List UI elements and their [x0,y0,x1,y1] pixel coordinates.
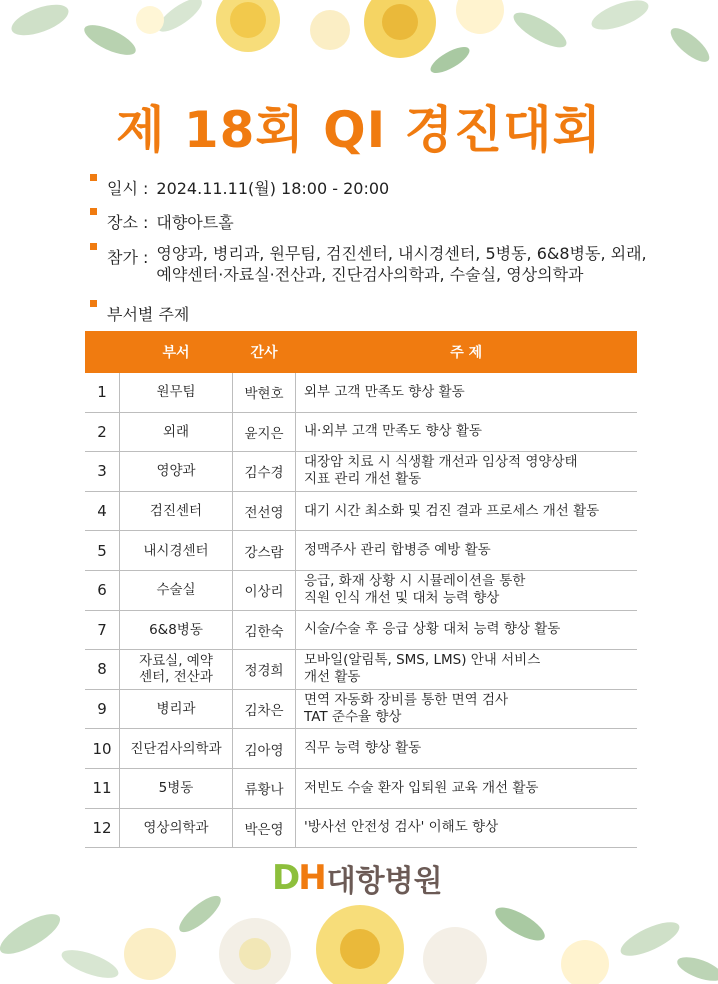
table-row [85,531,637,571]
topic-cell: 외부 고객 만족도 향상 활동 [296,373,638,412]
lead-cell: 강스람 [233,531,296,571]
lead-cell: 윤지은 [233,412,296,452]
bullet-icon [90,208,97,215]
section-row [90,302,189,325]
department-cell: 진단검사의학과 [120,729,233,769]
place-label: 장소 : [107,213,149,232]
row-number: 1 [85,373,120,412]
department-cell: 원무팀 [120,373,233,412]
table-row [85,808,637,848]
logo-name: 대항병원 [326,864,443,899]
header-number [85,331,120,373]
bullet-icon [90,174,97,181]
topic-cell: 직무 능력 향상 활동 [296,729,638,769]
topic-cell: 모바일(알림톡, SMS, LMS) 안내 서비스 개선 활동 [296,650,638,690]
topic-cell: 시술/수술 후 응급 상황 대처 능력 향상 활동 [296,610,638,650]
page-title: 제 18회 QI 경진대회 [116,101,602,159]
row-number: 8 [85,650,120,690]
department-cell: 외래 [120,412,233,452]
participants-label: 참가 : [107,248,149,267]
row-number: 12 [85,808,120,848]
lead-cell: 류황나 [233,768,296,808]
section-label: 부서별 주제 [107,305,190,324]
row-number: 3 [85,452,120,492]
logo-mark: DH [272,858,325,898]
department-cell: 자료실, 예약 센터, 전산과 [120,650,233,690]
topic-cell: 면역 자동화 장비를 통한 면역 검사 TAT 준수율 향상 [296,689,638,729]
header-department: 부서 [120,331,233,373]
table-row [85,650,637,690]
lead-cell: 김수경 [233,452,296,492]
participants-line-1: 영양과, 병리과, 원무팀, 검진센터, 내시경센터, 5병동, 6&8병동, 외래, [156,244,647,263]
place-row [90,210,234,233]
lead-cell: 김아영 [233,729,296,769]
table-row [85,570,637,610]
topic-cell: 정맥주사 관리 합병증 예방 활동 [296,531,638,571]
participants-row [90,245,647,285]
department-cell: 검진센터 [120,491,233,531]
topic-cell: 내·외부 고객 만족도 향상 활동 [296,412,638,452]
department-cell: 영양과 [120,452,233,492]
department-topics-table [85,331,637,848]
lead-cell: 전선영 [233,491,296,531]
table-row [85,373,637,412]
hospital-logo [272,856,443,900]
row-number: 9 [85,689,120,729]
table-row [85,491,637,531]
table-row [85,412,637,452]
topic-cell: 대기 시간 최소화 및 검진 결과 프로세스 개선 활동 [296,491,638,531]
department-cell: 병리과 [120,689,233,729]
department-cell: 5병동 [120,768,233,808]
row-number: 7 [85,610,120,650]
table-row [85,452,637,492]
header-topic: 주 제 [296,331,638,373]
topic-cell: 응급, 화재 상황 시 시뮬레이션을 통한 직원 인식 개선 및 대처 능력 향상 [296,570,638,610]
table-header-row [85,331,637,373]
lead-cell: 이상리 [233,570,296,610]
row-number: 10 [85,729,120,769]
date-value: 2024.11.11(월) 18:00 - 20:00 [156,179,390,198]
table-row [85,689,637,729]
row-number: 2 [85,412,120,452]
lead-cell: 김차은 [233,689,296,729]
department-cell: 수술실 [120,570,233,610]
lead-cell: 박은영 [233,808,296,848]
table-row [85,610,637,650]
topic-cell: 대장암 치료 시 식생활 개선과 임상적 영양상태 지표 관리 개선 활동 [296,452,638,492]
topic-cell: 저빈도 수술 환자 입퇴원 교육 개선 활동 [296,768,638,808]
row-number: 11 [85,768,120,808]
table-row [85,729,637,769]
lead-cell: 정경희 [233,650,296,690]
table-row [85,768,637,808]
top-floral-decoration [0,0,718,100]
header-lead: 간사 [233,331,296,373]
lead-cell: 김한숙 [233,610,296,650]
lead-cell: 박현호 [233,373,296,412]
participants-line-2: 예약센터·자료실·전산과, 진단검사의학과, 수술실, 영상의학과 [156,265,584,284]
bullet-icon [90,300,97,307]
place-value: 대향아트홀 [156,213,234,232]
row-number: 5 [85,531,120,571]
row-number: 4 [85,491,120,531]
date-row [90,176,389,199]
date-label: 일시 : [107,179,149,198]
row-number: 6 [85,570,120,610]
department-cell: 내시경센터 [120,531,233,571]
department-cell: 6&8병동 [120,610,233,650]
department-cell: 영상의학과 [120,808,233,848]
topic-cell: '방사선 안전성 검사' 이해도 향상 [296,808,638,848]
bullet-icon [90,243,97,250]
